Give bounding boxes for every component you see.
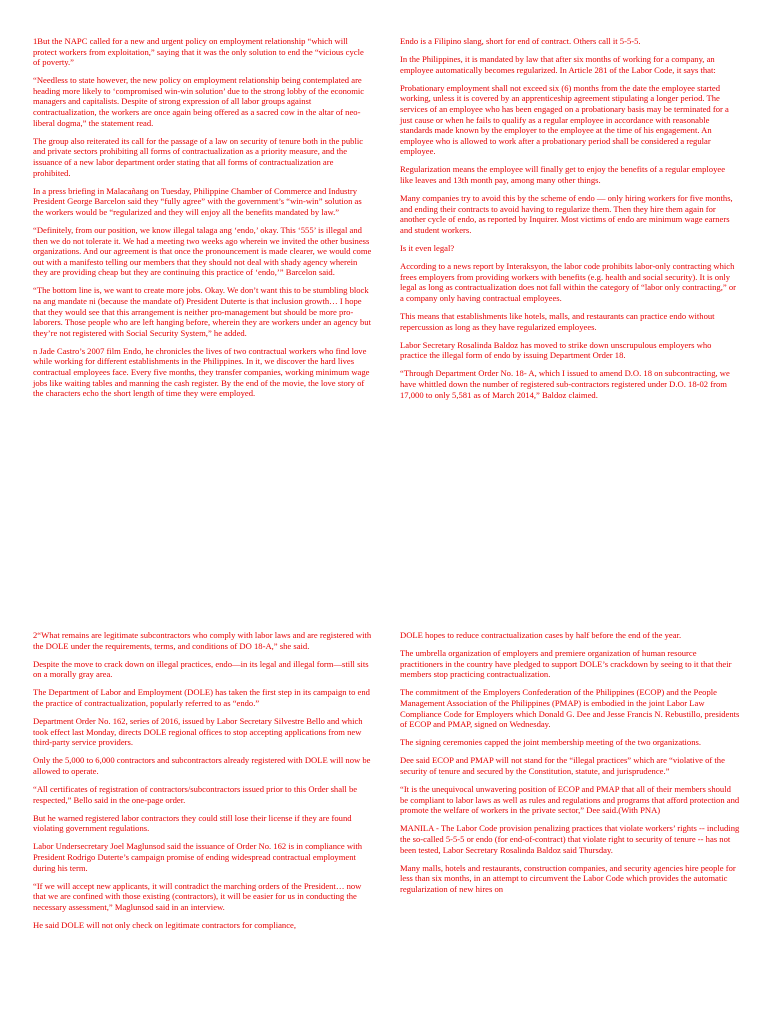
paragraph: Probationary employment shall not exceed six (6) months from the date the employee started working, unless it is covered by an apprenticeship agreement stipulating a longer period. The services of an employee who has been engaged on a probationary basis may be terminated for a just cause or when he fails to qualify as a regular employee in accordance with reasonable standards made known by the employer to the employee at the time of his engagement. An employee who is allowed to work after a probationary period shall be considered a regular employee. <box>400 82 729 157</box>
paragraph: The Department of Labor and Employment (DOLE) has taken the first step in its campaign to end the practice of contractualization, popularly referred to as “endo.” <box>33 687 370 708</box>
paragraph: Department Order No. 162, series of 2016, issued by Labor Secretary Silvestre Bello and which took effect last Monday, directs DOLE regional offices to stop accepting applications from new third-party service providers. <box>33 716 363 748</box>
paragraph: Labor Secretary Rosalinda Baldoz has moved to strike down unscrupulous employers who practice the illegal form of endo by issuing Department Order 18. <box>400 339 712 361</box>
paragraph: MANILA - The Labor Code provision penalizing practices that violate workers’ rights -- including the so-called 5-5-5 or endo (for end-of-contract) that violate right to security of tenure -- has not been tested, Labor Secretary Rosalinda Baldoz said Thursday. <box>400 823 740 855</box>
paragraph: In the Philippines, it is mandated by law that after six months of working for a company, an employee automatically becomes regularized. In Article 281 of the Labor Code, it says that: <box>400 54 716 75</box>
paragraph: Many companies try to avoid this by the scheme of endo — only hiring workers for five months, and ending their contracts to avoid having to regularize them. Then they hire them again for another cycle of endo, as reported by Inquirer. Most victims of endo are minimum wage earners and student workers. <box>400 193 733 235</box>
paragraph: This means that establishments like hotels, malls, and restaurants can practice endo without repercussion as long as they have regularized employees. <box>400 310 715 332</box>
paragraph-heading: Is it even legal? <box>400 243 455 253</box>
column-bottom-left <box>33 630 373 938</box>
paragraph: But he warned registered labor contractors they could still lose their license if they are found violating government regulations. <box>33 812 352 834</box>
paragraph: The umbrella organization of employers and premiere organization of human resource practitioners in the country have pledged to support DOLE’s crackdown by seeing to it that their members stop practicing contractualization. <box>400 648 732 680</box>
paragraph: According to a news report by Interaksyon, the labor code prohibits labor-only contracting which frees employers from providing workers with benefits (e.g. health and social security). It is only legal as long as contractualization does not fall within the category of “labor only contracting,” or a company only having contractual employees. <box>400 261 736 303</box>
paragraph: DOLE hopes to reduce contractualization cases by half before the end of the year. <box>400 630 682 640</box>
paragraph: Regularization means the employee will finally get to enjoy the benefits of a regular employee like leaves and 13th month pay, among many other things. <box>400 164 726 186</box>
column-top-right <box>400 36 740 408</box>
column-top-left <box>33 36 373 406</box>
paragraph: “Through Department Order No. 18- A, which I issued to amend D.O. 18 on subcontracting, we have whittled down the number of registered sub-contractors registered under D.O. 18-02 from 17,000 to only 5,581 as of March 2014,” Baldoz claimed. <box>400 368 730 400</box>
paragraph: The signing ceremonies capped the joint membership meeting of the two organizations. <box>400 737 702 748</box>
paragraph: “Definitely, from our position, we know illegal talaga ang ‘endo,’ okay. This ‘555’ is illegal and then we do not tolerate it. We had a meeting two weeks ago wherein we invited the other business organizations. And our agreement is that once the pronouncement is made clearer, we would come out with a manifesto telling our members that they should not deal with shady agency wherein they are providing cheap but they are continuing this practice of ‘endo,’” Barcelon said. <box>33 224 372 278</box>
paragraph: 2“What remains are legitimate subcontractors who comply with labor laws and are registered with the DOLE under the requirements, terms, and conditions of DO 18-A,” she said. <box>33 630 372 651</box>
paragraph: He said DOLE will not only check on legitimate contractors for compliance, <box>33 919 296 930</box>
paragraph: The commitment of the Employers Confederation of the Philippines (ECOP) and the People Management Association of the Philippines (PMAP) is embodied in the joint Labor Law Compliance Code for Employers which Donald G. Dee and Jesse Francis N. Rebustillo, presidents of ECOP and PMAP, signed on Wednesday. <box>400 687 740 730</box>
paragraph: n Jade Castro’s 2007 film Endo, he chronicles the lives of two contractual workers who find love while working for different establishments in the Philippines. In it, we discover the hard lives contractual employees face. Every five months, they transfer companies, working minimum wage jobs like waiting tables and manning the cash register. By the end of the movie, the love story of the characters echo the short length of time they were employed. <box>33 345 370 399</box>
paragraph: In a press briefing in Malacañang on Tuesday, Philippine Chamber of Commerce and Industry President George Barcelon said they “fully agree” with the government’s “win-win” solution as the workers would be “regularized and they will enjoy all the benefits mandated by law.” <box>33 185 362 217</box>
paragraph: Labor Undersecretary Joel Maglunsod said the issuance of Order No. 162 is in compliance with President Rodrigo Duterte’s campaign promise of ending widespread contractual employment during his term. <box>33 841 363 873</box>
paragraph: “The bottom line is, we want to create more jobs. Okay. We don’t want this to be stumbling block na ang mandate ni (because the mandate of) President Duterte is that inclusion growth… I hope that they would see that this arrangement is neither pro-management but should be more pro-laborers. Those people who are left hanging before, wherein they are workers under an agency but they’re not registered with Social Security System,” he added. <box>33 285 371 338</box>
paragraph: The group also reiterated its call for the passage of a law on security of tenure both in the public and private sectors prohibiting all forms of contractualization as a priority measure, and the issuance of a new labor department order stating that all forms of contractualization are prohibited. <box>33 135 364 178</box>
column-bottom-right <box>400 630 740 902</box>
paragraph: Only the 5,000 to 6,000 contractors and subcontractors already registered with DOLE will now be allowed to operate. <box>33 755 371 776</box>
paragraph: “All certificates of registration of contractors/subcontractors issued prior to this Order shall be respected,” Bello said in the one-page order. <box>33 784 358 805</box>
paragraph: 1But the NAPC called for a new and urgent policy on employment relationship “which will protect workers from exploitation,” saying that it was the only solution to end the “vicious cycle of poverty.” <box>33 36 364 68</box>
paragraph: Despite the move to crack down on illegal practices, endo—in its legal and illegal form—still sits on a morally gray area. <box>33 658 369 680</box>
paragraph: “If we will accept new applicants, it will contradict the marching orders of the President… now that we are confined with those existing (contractors), it will be easier for us in conducting the necessary assessment,” Maglunsod said in an interview. <box>33 880 362 912</box>
paragraph: Many malls, hotels and restaurants, construction companies, and security agencies hire people for less than six months, in an attempt to circumvent the Labor Code which provides the automatic regularization of new hires on <box>400 862 736 894</box>
paragraph: Endo is a Filipino slang, short for end of contract. Others call it 5-5-5. <box>400 36 641 46</box>
paragraph: “It is the unequivocal unwavering position of ECOP and PMAP that all of their members should be compliant to labor laws as well as rules and regulations and programs that afford protection and promote the welfare of workers in the private sector,” Dee said.(With PNA) <box>400 784 740 816</box>
paragraph: Dee said ECOP and PMAP will not stand for the “illegal practices” which are “violative of the security of tenure and secured by the Constitution, statute, and jurisprudence.” <box>400 755 725 776</box>
paragraph: “Needless to state however, the new policy on employment relationship being contemplated are heading more likely to ‘compromised win-win solution’ due to the strong lobby of the economic managers and capitalists. Despite of strong expression of all labor groups against contractualization, the workers are once again being offered as a sacred cow in the altar of neo-liberal dogma,” the statement read. <box>33 75 365 128</box>
